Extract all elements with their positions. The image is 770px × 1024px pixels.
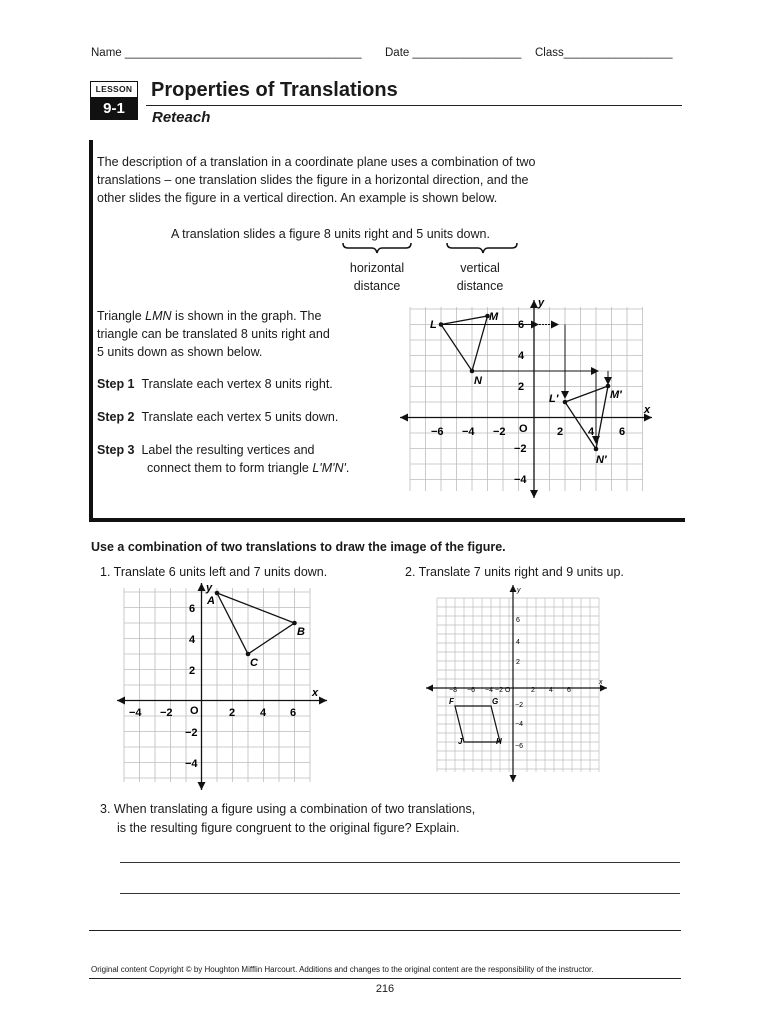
y-tick: 4 — [518, 350, 525, 362]
x-tick: 2 — [229, 707, 236, 719]
distance-braces — [330, 241, 530, 257]
vertical-label-line: distance — [456, 279, 504, 293]
label-j: J — [458, 737, 463, 746]
horizontal-brace — [343, 243, 411, 253]
label-a: A — [207, 595, 215, 607]
x-tick: 4 — [549, 687, 553, 694]
x-tick: −8 — [449, 687, 457, 694]
x-tick: −6 — [467, 687, 475, 694]
step-text: Translate each vertex 8 units right. — [141, 377, 333, 391]
x-tick: 4 — [588, 426, 595, 438]
x-tick: −4 — [129, 707, 142, 719]
y-tick: −2 — [515, 702, 523, 709]
step-text: . — [345, 461, 350, 475]
step-text: connect them to form triangle — [147, 461, 313, 475]
grid-lines — [124, 588, 310, 782]
label-m-prime: M′ — [610, 389, 622, 401]
x-tick: −6 — [431, 426, 444, 438]
label-n-prime: N′ — [596, 454, 607, 466]
origin-label: O — [519, 423, 528, 435]
step-text: Translate each vertex 5 units down. — [141, 410, 339, 424]
x-axis-label: x — [599, 679, 603, 686]
y-tick: 2 — [189, 665, 196, 677]
label-m: M — [489, 311, 499, 323]
label-l-prime: L′ — [549, 393, 559, 405]
vertical-brace — [447, 243, 517, 253]
question-1: 1. Translate 6 units left and 7 units down. — [100, 565, 328, 579]
y-axis-label: y — [538, 298, 545, 309]
horizontal-label-line: distance — [353, 279, 401, 293]
vertex-n-prime — [594, 447, 599, 452]
y-tick: −4 — [185, 758, 198, 770]
triangle-name: LMN — [145, 309, 172, 323]
y-axis-label: y — [206, 582, 213, 594]
origin-label: O — [505, 687, 511, 694]
step-3 — [97, 441, 349, 477]
label-l: L — [430, 319, 437, 331]
label-c: C — [250, 657, 258, 669]
vertex-n — [470, 369, 475, 374]
question-3-line: is the resulting figure congruent to the original figure? Explain. — [117, 821, 460, 835]
origin-label: O — [190, 705, 199, 717]
x-axis-label: x — [644, 404, 651, 416]
section-instructions: Use a combination of two translations to draw the image of the figure. — [91, 540, 506, 554]
y-tick: −2 — [514, 443, 527, 455]
step-1 — [97, 375, 333, 393]
y-tick: 2 — [516, 659, 520, 666]
x-tick: 6 — [619, 426, 626, 438]
vertex-l — [439, 322, 444, 327]
question-2: 2. Translate 7 units right and 9 units up. — [405, 565, 624, 579]
y-axis-label: y — [517, 587, 521, 594]
y-tick: 2 — [518, 381, 525, 393]
label-g: G — [492, 697, 499, 706]
lesson-number: 9-1 — [90, 98, 138, 120]
text-line: triangle can be translated 8 units right and — [97, 327, 330, 341]
date-field[interactable]: Date _________________ — [385, 47, 522, 59]
y-tick: −4 — [514, 474, 527, 486]
x-tick: −2 — [495, 687, 503, 694]
vertex-b — [292, 621, 297, 626]
x-tick: 4 — [260, 707, 267, 719]
intro-line: translations – one translation slides the figure in a horizontal direction, and the — [97, 173, 529, 187]
vertex-l-prime — [563, 400, 568, 405]
lesson-badge — [90, 81, 138, 121]
x-tick: 6 — [567, 687, 571, 694]
vertex-c — [246, 652, 251, 657]
step-2 — [97, 408, 338, 426]
text-run: is shown in the graph. The — [171, 309, 322, 323]
y-tick: 6 — [516, 617, 520, 624]
y-tick: −6 — [515, 743, 523, 750]
intro-line: other slides the figure in a vertical direction. An example is shown below. — [97, 191, 498, 205]
x-tick: 2 — [531, 687, 535, 694]
copyright-notice: Original content Copyright © by Houghton Mifflin Harcourt. Additions and changes to the original content are the responsibility of the instructor. — [91, 965, 594, 974]
y-tick: −2 — [185, 727, 198, 739]
label-f: F — [449, 697, 454, 706]
vertical-distance-label — [435, 259, 525, 295]
step-text: Label the resulting vertices and — [141, 443, 315, 457]
y-tick: 4 — [516, 639, 520, 646]
label-b: B — [297, 626, 305, 638]
x-tick: −4 — [462, 426, 475, 438]
page-title: Properties of Translations — [151, 79, 398, 101]
vertex-a — [215, 591, 220, 596]
x-tick: −4 — [485, 687, 493, 694]
intro-paragraph — [97, 153, 657, 207]
y-tick: −4 — [515, 721, 523, 728]
question-3 — [100, 800, 475, 838]
label-h: H — [496, 737, 502, 746]
label-n: N — [474, 375, 482, 387]
vertical-label-line: vertical — [460, 261, 500, 275]
intro-line: The description of a translation in a coordinate plane uses a combination of two — [97, 155, 536, 169]
text-line: 5 units down as shown below. — [97, 345, 263, 359]
y-tick: 4 — [189, 634, 196, 646]
step-label: Step 2 — [97, 410, 135, 424]
answer-line[interactable] — [120, 893, 680, 894]
example-graph — [398, 298, 654, 500]
title-divider — [146, 105, 682, 106]
x-tick: 2 — [557, 426, 564, 438]
step-label: Step 3 — [97, 443, 135, 457]
lesson-label: LESSON — [90, 81, 138, 98]
x-tick: −2 — [493, 426, 506, 438]
footer-divider-2 — [89, 978, 681, 979]
x-tick: −2 — [160, 707, 173, 719]
footer-divider — [89, 930, 681, 931]
vertex-m-prime — [606, 384, 611, 389]
horizontal-distance-label — [332, 259, 422, 295]
class-field[interactable]: Class_________________ — [535, 47, 673, 59]
name-field[interactable]: Name _____________________________________ — [91, 47, 362, 59]
x-tick: 6 — [290, 707, 297, 719]
y-tick: 6 — [518, 319, 525, 331]
x-axis-label: x — [312, 687, 319, 699]
page-subtitle: Reteach — [152, 109, 211, 126]
triangle-description — [97, 307, 330, 361]
answer-line[interactable] — [120, 862, 680, 863]
page-number: 216 — [375, 983, 395, 995]
image-triangle-name: L'M'N' — [312, 461, 346, 475]
grid-lines — [410, 307, 643, 491]
graph-question-2[interactable] — [425, 584, 611, 784]
horizontal-label-line: horizontal — [349, 261, 405, 275]
step-label: Step 1 — [97, 377, 135, 391]
question-3-line: 3. When translating a figure using a combination of two translations, — [100, 802, 476, 816]
graph-question-1[interactable] — [116, 582, 330, 792]
text-run: Triangle — [97, 309, 146, 323]
y-tick: 6 — [189, 603, 196, 615]
triangle-abc — [217, 593, 295, 654]
example-sentence: A translation slides a figure 8 units right and 5 units down. — [171, 227, 490, 241]
